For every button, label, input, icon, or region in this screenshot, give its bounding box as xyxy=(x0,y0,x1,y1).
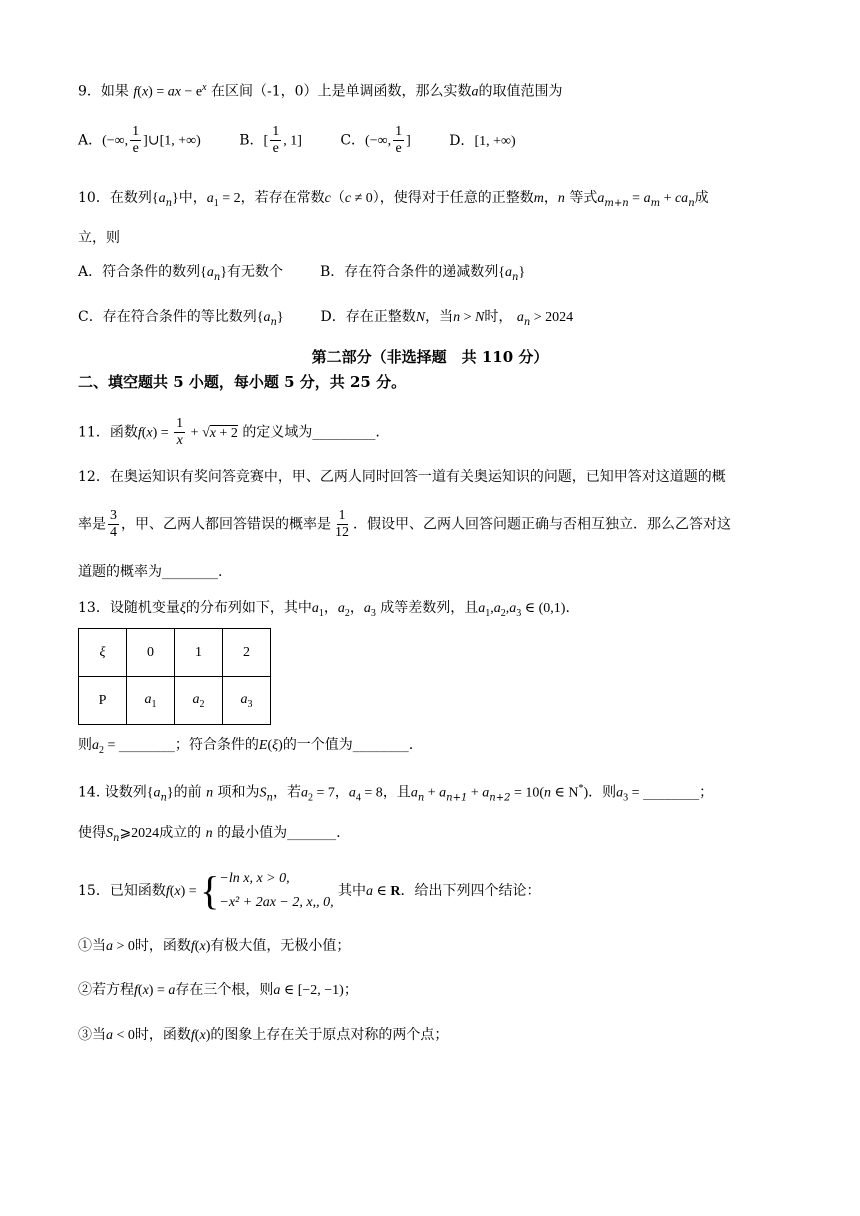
question-9: 9．如果 f(x) = ax − $e^x$ 在区间（-1，0）上是单调函数，那么实数a的取值范围为 xyxy=(78,82,563,100)
distribution-table: ξ 0 1 2 P $a_1$ $a_2$ $a_3$ xyxy=(78,628,271,725)
question-14: 14. 设数列$\{a_n\}$的前 n 项和为$S_n$，若$a_2 = 7$，$a_4 = 8$，且$a_n + a_{n+1} + a_{n+2} = 10(n$ ∈ N*)．则$a_3$ = ________； xyxy=(78,783,714,804)
question-9-options xyxy=(78,124,550,157)
question-12-line3: 道题的概率为________. xyxy=(78,564,223,580)
question-10-cd: C．存在符合条件的等比数列$\{a_n\}$ D．存在正整数N，当n > N时， $a_n > 2024$ xyxy=(78,309,574,328)
question-13-answer: 则$a_2$ = ________；符合条件的E(ξ)的一个值为________. xyxy=(78,737,414,756)
conclusion-1: ①当a > 0时，函数f(x)有极大值，无极小值； xyxy=(78,938,351,954)
question-10: 10．在数列$\{a_n\}$中，$a_1 = 2$，若存在常数c（c ≠ 0），使得对于任意的正整数m，n 等式$a_{m+n} = a_m + ca_n$成 xyxy=(78,190,709,209)
option-c: C．(−∞, $\frac{1}{e}$ ] xyxy=(340,124,411,156)
option-a: A．(−∞, $\frac{1}{e}$ ]∪[1, +∞) xyxy=(78,124,201,156)
option-b: B．[ $\frac{1}{e}$ , 1] xyxy=(239,124,302,156)
question-10-line2: 立，则 xyxy=(78,230,120,246)
section-2-heading: 二、填空题共 5 小题，每小题 5 分，共 25 分。 xyxy=(78,373,407,391)
conclusion-3: ③当a < 0时，函数f(x)的图象上存在关于原点对称的两个点； xyxy=(78,1027,449,1043)
question-12: 12．在奥运知识有奖问答竞赛中，甲、乙两人同时回答一道有关奥运知识的问题，已知甲答对这道题的概 xyxy=(78,469,726,485)
question-12-line2: 率是 $\frac{3}{4}$ ，甲、乙两人都回答错误的概率是 $\frac{1}{12}$ ．假设甲、乙两人回答问题正确与否相互独立．那么乙答对这 xyxy=(78,508,731,540)
part-2-heading: 第二部分（非选择题 共 110 分） xyxy=(311,348,549,366)
conclusion-2: ②若方程f(x) = a存在三个根，则a ∈ [−2, −1)； xyxy=(78,982,358,998)
question-14-line2: 使得$S_n⩾2024$成立的 n 的最小值为_______. xyxy=(78,825,341,844)
question-13: 13．设随机变量ξ的分布列如下，其中$a_1$，$a_2$，$a_3$ 成等差数列，且$a_1,a_2,a_3$ ∈ (0,1). xyxy=(78,600,570,619)
question-11: 11．函数f(x) = $\frac{1}{x}$ + √x + 2 的定义域为_________. xyxy=(78,416,380,448)
question-15: 15．已知函数f(x) = { −ln x, x > 0, −x² + 2ax − 2, x,, 0, 其中a ∈ R．给出下列四个结论： xyxy=(78,868,541,913)
question-10-ab: A．符合条件的数列$\{a_n\}$有无数个 B．存在符合条件的递减数列$\{a_n\}$ xyxy=(78,264,526,283)
option-d: D．[1, +∞) xyxy=(449,132,516,149)
